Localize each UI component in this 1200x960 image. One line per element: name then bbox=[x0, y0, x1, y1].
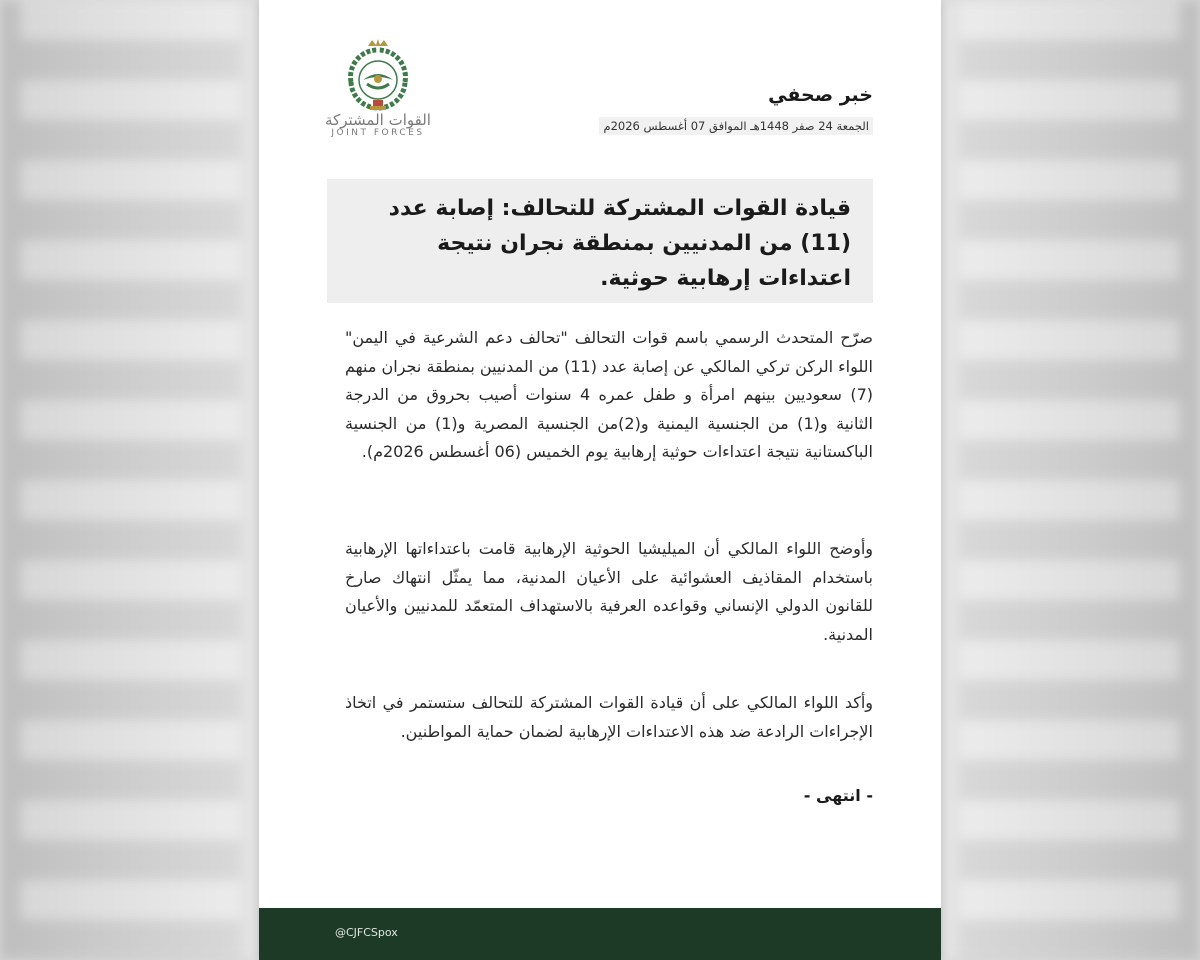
document-type-title: خبر صحفي bbox=[768, 84, 873, 106]
body-paragraph: صرّح المتحدث الرسمي باسم قوات التحالف "تحالف دعم الشرعية في اليمن" اللواء الركن تركي المالكي عن إصابة عدد (11) من المدنيين بمنطقة نجران منهم (7) سعوديين بينهم امرأة و طفل عمره 4 سنوات أصيب بحروق من الدرجة الثانية و(1) من الجنسية اليمنية و(2)من الجنسية المصرية و(1) من الجنسية الباكستانية نتيجة اعتداءات حوثية إرهابية يوم الخميس (06 أغسطس 2026م). bbox=[345, 328, 874, 462]
blurred-background-right bbox=[940, 0, 1200, 960]
end-marker: - انتهى - bbox=[803, 786, 873, 805]
body-paragraph: وأوضح اللواء المالكي أن الميليشيا الحوثية الإرهابية قامت باعتداءاتها الإرهابية باستخدام المقاذيف العشوائية على الأعيان المدنية، مما يمثّل انتهاك صارخ للقانون الدولي الإنساني وقواعده العرفية بالاستهداف المتعمّد للمدنيين والأعيان المدنية. bbox=[345, 539, 873, 644]
logo-name-english: JOINT FORCES bbox=[331, 128, 425, 138]
press-release-page bbox=[259, 0, 941, 960]
headline: قيادة القوات المشتركة للتحالف: إصابة عدد (11) من المدنيين بمنطقة نجران نتيجة اعتداءات إرهابية حوثية. bbox=[388, 196, 851, 291]
body-paragraph: وأكد اللواء المالكي على أن قيادة القوات المشتركة للتحالف ستستمر في اتخاذ الإجراءات الرادعة ضد هذه الاعتداءات الإرهابية لضمان حماية المواطنين. bbox=[345, 693, 873, 741]
document-date: الجمعة 24 صفر 1448هـ الموافق 07 أغسطس 2026م bbox=[599, 117, 873, 135]
headline-box bbox=[327, 179, 873, 303]
blurred-background-left bbox=[0, 0, 260, 960]
logo-name-arabic: القوات المشتركة bbox=[325, 111, 431, 129]
social-handle: @CJFCSpox bbox=[335, 926, 398, 939]
footer-bar bbox=[259, 908, 941, 960]
